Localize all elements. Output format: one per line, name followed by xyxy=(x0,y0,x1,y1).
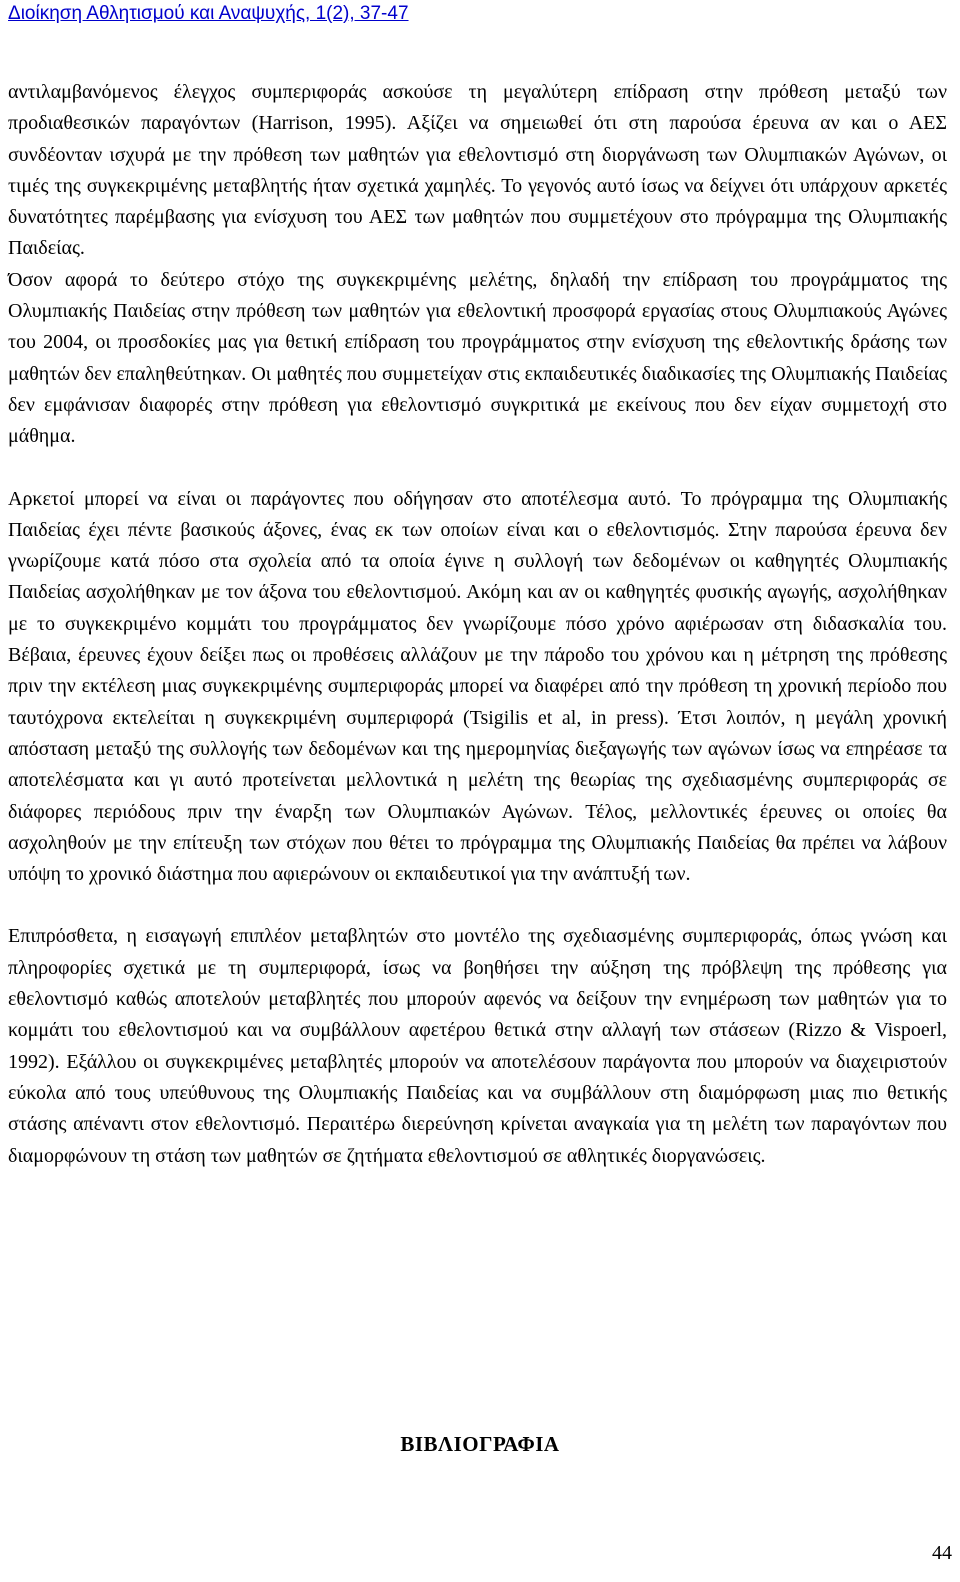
references-heading: ΒΙΒΛΙΟΓΡΑΦΙΑ xyxy=(400,1432,560,1456)
paragraph-2: Όσον αφορά το δεύτερο στόχο της συγκεκριμένης μελέτης, δηλαδή την επίδραση του προγράμματος της Ολυμπιακής Παιδείας στην πρόθεση των μαθητών για εθελοντική προσφορά εργασίας στους Ολυμπιακούς Αγώνες του 2004, οι προσδοκίες μας για θετική επίδραση του προγράμματος στην ενίσχυση της εθελοντικής δράσης των μαθητών δεν επαληθεύτηκαν. Οι μαθητές που συμμετείχαν στις εκπαιδευτικές διαδικασίες της Ολυμπιακής Παιδείας δεν εμφάνισαν διαφορές στην πρόθεση για εθελοντισμό συγκριτικά με εκείνους που δεν είχαν συμμετοχή στο μάθημα. xyxy=(8,268,947,448)
journal-header-link[interactable]: Διοίκηση Αθλητισμού και Αναψυχής, 1(2), 37-47 xyxy=(8,3,409,24)
paragraph-1: αντιλαμβανόμενος έλεγχος συμπεριφοράς ασκούσε τη μεγαλύτερη επίδραση στην πρόθεση μεταξύ των προδιαθεσικών παραγόντων (Harrison, 1995). Αξίζει να σημειωθεί ότι στη παρούσα έρευνα αν και ο ΑΕΣ συνδέονταν ισχυρά με την πρόθεση των μαθητών για εθελοντισμό στη διοργάνωση των Ολυμπιακών Αγώνων, οι τιμές της συγκεκριμένης μεταβλητής ήταν σχετικά χαμηλές. Το γεγονός αυτό ίσως να δείχνει ότι υπάρχουν αρκετές δυνατότητες παρέμβασης για ενίσχυση του ΑΕΣ των μαθητών που συμμετέχουν στο πρόγραμμα της Ολυμπιακής Παιδείας. xyxy=(8,81,947,260)
page-number: 44 xyxy=(932,1542,952,1564)
paragraph-4: Επιπρόσθετα, η εισαγωγή επιπλέον μεταβλητών στο μοντέλο της σχεδιασμένης συμπεριφοράς, όπως γνώση και πληροφορίες σχετικά με τη συμπεριφορά, ίσως να βοηθήσει την αύξηση της πρόβλεψη της πρόθεσης για εθελοντισμό καθώς αποτελούν μεταβλητές που μπορούν αφενός να δείξουν την ενημέρωση των μαθητών για το κομμάτι του εθελοντισμού και να συμβάλλουν αφετέρου θετικά στην αλλαγή των στάσεων (Rizzo & Vispoerl, 1992). Εξάλλου οι συγκεκριμένες μεταβλητές μπορούν να αποτελέσουν παράγοντα που μπορούν να διαχειριστούν εύκολα από τους υπεύθυνους της Ολυμπιακής Παιδείας και να συμβάλλουν στη διαμόρφωση μιας πιο θετικής στάσης απέναντι στον εθελοντισμό. Περαιτέρω διερεύνηση κρίνεται αναγκαία για τη μελέτη των παραγόντων που διαμορφώνουν τη στάση των μαθητών σε ζητήματα εθελοντισμού σε αθλητικές διοργανώσεις. xyxy=(8,925,947,1167)
paragraph-3: Αρκετοί μπορεί να είναι οι παράγοντες που οδήγησαν στο αποτέλεσμα αυτό. Το πρόγραμμα της Ολυμπιακής Παιδείας έχει πέντε βασικούς άξονες, ένας εκ των οποίων είναι και ο εθελοντισμός. Στην παρούσα έρευνα δεν γνωρίζουμε κατά πόσο στα σχολεία από τα οποία έγινε η συλλογή των δεδομένων οι καθηγητές Ολυμπιακής Παιδείας ασχολήθηκαν με τον άξονα του εθελοντισμού. Ακόμη και αν οι καθηγητές φυσικής αγωγής, ασχολήθηκαν με το συγκεκριμένο κομμάτι του προγράμματος δεν γνωρίζουμε πόσο χρόνο αφιέρωσαν στη διδασκαλία του. Βέβαια, έρευνες έχουν δείξει πως οι προθέσεις αλλάζουν με την πάροδο του χρόνου και η μέτρηση της πρόθεσης πριν την εκτέλεση μιας συγκεκριμένης συμπεριφοράς μπορεί να διαφέρει από την πρόθεση τη χρονική περίοδο που ταυτόχρονα εκτελείται η συγκεκριμένη συμπεριφορά (Tsigilis et al, in press). Έτσι λοιπόν, η μεγάλη χρονική απόσταση μεταξύ της συλλογής των δεδομένων και της ημερομηνίας διεξαγωγής των αγώνων ίσως να επηρέασε τα αποτελέσματα και γι αυτό προτείνεται μελλοντικά η μελέτη της θεωρίας της σχεδιασμένης συμπεριφοράς σε διάφορες περιόδους πριν την έναρξη των Ολυμπιακών Αγώνων. Τέλος, μελλοντικές έρευνες οι οποίες θα ασχοληθούν με την επίτευξη των στόχων που θέτει το πρόγραμμα της Ολυμπιακής Παιδείας θα πρέπει να λάβουν υπόψη το χρονικό διάστημα που αφιερώνουν οι εκπαιδευτικοί για την ανάπτυξή των. xyxy=(8,487,947,886)
article-body xyxy=(8,77,947,1172)
